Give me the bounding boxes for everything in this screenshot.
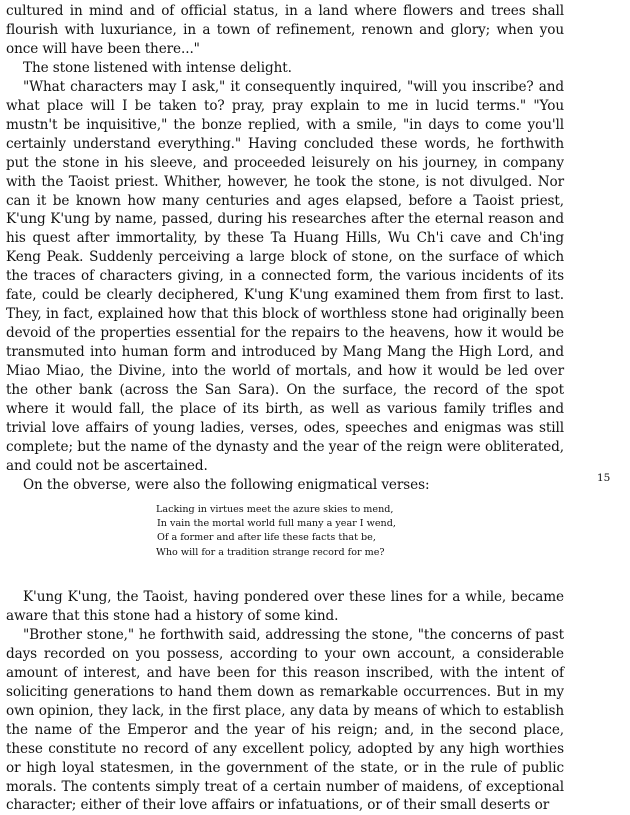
body-text-bottom [6,588,564,815]
paragraph-3: "What characters may I ask," it consequently inquired, "will you inscribe? and what place will I be taken to? pray, pray explain to me in lucid terms." "You mustn't be inquisitive," the bonze replied, with a smile, "in days to come you'll certainly understand everything." Having concluded these words, he forthwith put the stone in his sleeve, and proceeded leisurely on his journey, in company with the Taoist priest. Whither, however, he took the stone, is not divulged. Nor can it be known how many centuries and ages elapsed, before a Taoist priest, K'ung K'ung by name, passed, during his researches after the eternal reason and his quest after immortality, by these Ta Huang Hills, Wu Ch'i cave and Ch'ing Keng Peak. Suddenly perceiving a large block of stone, on the surface of which the traces of characters giving, in a connected form, the various incidents of its fate, could be clearly deciphered, K'ung K'ung examined them from first to last. They, in fact, explained how that this block of worthless stone had originally been devoid of the properties essential for the repairs to the heavens, how it would be transmuted into human form and introduced by Mang Mang the High Lord, and Miao Miao, the Divine, into the world of mortals, and how it would be led over the other bank (across the San Sara). On the surface, the record of the spot where it would fall, the place of its birth, as well as various family trifles and trivial love affairs of young ladies, verses, odes, speeches and enigmas was still complete; but the name of the dynasty and the year of the reign were obliterated, and could not be ascertained. [6,78,564,474]
verse-line-3: Of a former and after life these facts that be, [157,532,376,544]
paragraph-1: cultured in mind and of official status, in a land where flowers and trees shall flourish with luxuriance, in a town of refinement, renown and glory; when you once will have been there..." [6,3,564,57]
body-text-top [6,2,564,495]
page-number: 15 [597,472,611,484]
verse-line-1: Lacking in virtues meet the azure skies to mend, [156,504,394,515]
verse-line-4: Who will for a tradition strange record for me? [156,546,385,558]
verse-line-2: In vain the mortal world full many a year I wend, [157,518,396,530]
verse-block [156,503,396,560]
paragraph-2: The stone listened with intense delight. [23,59,292,76]
text-block-top [6,2,564,495]
text-block-bottom [6,588,564,815]
paragraph-5: K'ung K'ung, the Taoist, having pondered over these lines for a while, became aware that this stone had a history of some kind. [6,589,564,624]
paragraph-6: "Brother stone," he forthwith said, addressing the stone, "the concerns of past days recorded on you possess, according to your own account, a considerable amount of interest, and have been for this reason inscribed, with the intent of soliciting generations to hand them down as remarkable occurrences. But in my own opinion, they lack, in the first place, any data by means of which to establish the name of the Emperor and the year of his reign; and, in the second place, these constitute no record of any excellent policy, adopted by any high worthies or high loyal statesmen, in the government of the state, or in the rule of public morals. The contents simply treat of a certain number of maidens, of exceptional character; either of their love affairs or infatuations, or of their small deserts or [6,626,564,814]
paragraph-4: On the obverse, were also the following enigmatical verses: [23,476,430,493]
